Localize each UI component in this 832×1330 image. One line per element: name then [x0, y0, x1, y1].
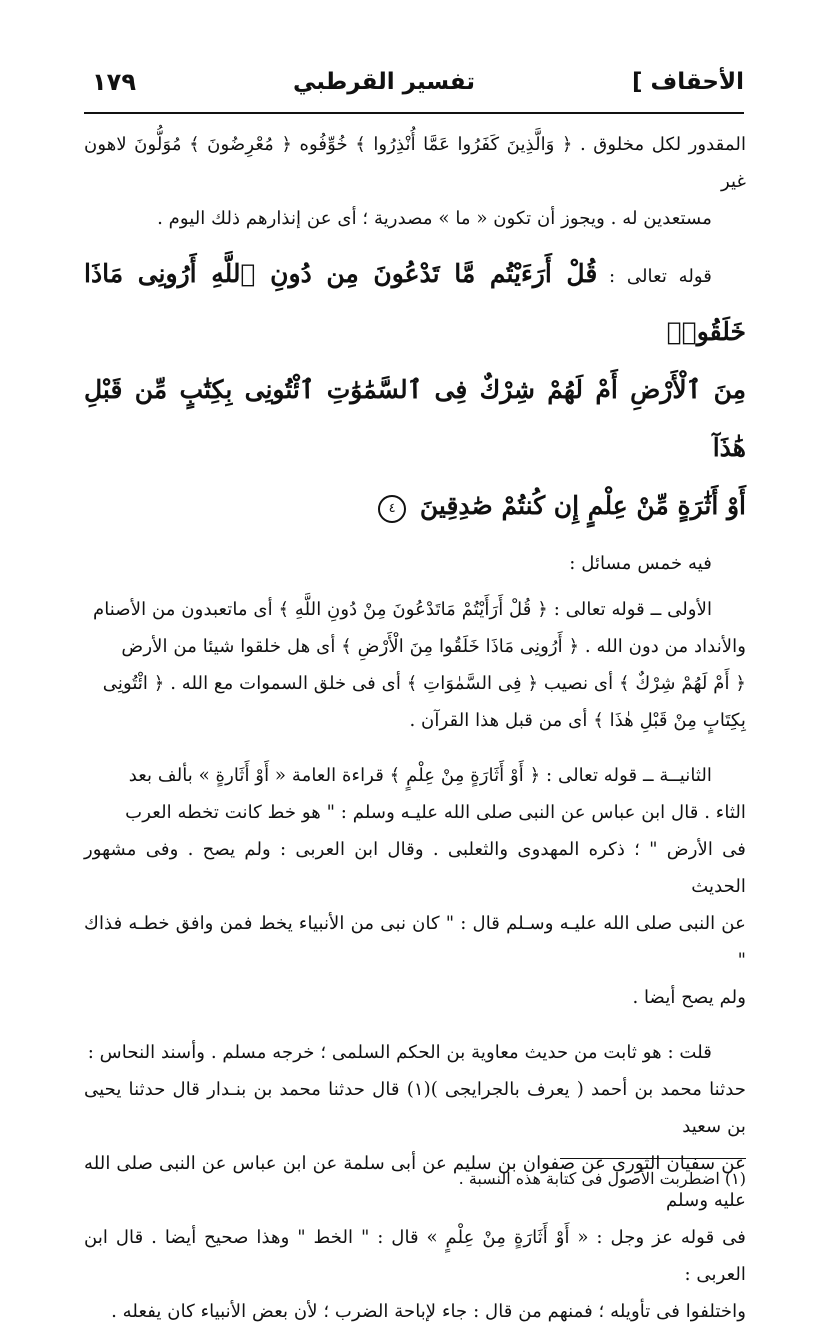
text-line: عن النبى صلى الله عليـه وسـلم قال : " كان نبى من الأنبياء يخط فمن وافق خطـه فذاك " [84, 913, 746, 971]
footnote: (١) اضطربت الأصول فى كتابة هذه النسبة . [458, 1169, 746, 1188]
text-line: المقدور لكل مخلوق . ﴿ وَالَّذِينَ كَفَرُوا عَمَّا أُنْذِرُوا ﴾ خُوِّفُوه ﴿ مُعْرِضُونَ ﴾ مُوَلُّونَ لاهون غير [84, 134, 746, 192]
text-line: عن سفيان الثورى عن صفوان بن سليم عن أبى سلمة عن ابن عباس عن النبى صلى الله عليه وسلم [84, 1153, 746, 1211]
text-line: واختلفوا فى تأويله ؛ فمنهم من قال : جاء لإباحة الضرب ؛ لأن بعض الأنبياء كان يفعله . [111, 1301, 746, 1322]
text-line: مستعدين له . ويجوز أن تكون « ما » مصدرية ؛ أى عن إنذارهم ذلك اليوم . [157, 208, 712, 229]
first-issue [84, 591, 746, 739]
text-line: قلت : هو ثابت من حديث معاوية بن الحكم السلمى ؛ خرجه مسلم . وأسند النحاس : [87, 1042, 712, 1063]
text-line: الأولى ــ قوله تعالى : ﴿ قُلْ أَرَأَيْتُمْ مَاتَدْعُونَ مِنْ دُونِ اللَّهِ ﴾ أى ماتعبدون من الأصنام [93, 599, 712, 620]
verse-line-3: أَوْ أَثَٰرَةٍ مِّنْ عِلْمٍ إِن كُنتُمْ صَٰدِقِينَ [419, 491, 746, 520]
header-rule [84, 112, 744, 114]
surah-name: الأحقاف ] [631, 69, 744, 95]
text-line: ﴿ أَمْ لَهُمْ شِرْكٌ ﴾ أى نصيب ﴿ فِى السَّمٰوَاتِ ﴾ أى فى خلق السموات مع الله . ﴿ ائْتُونِى [102, 673, 746, 694]
text-line: فى الأرض " ؛ ذكره المهدوى والثعلبى . وقال ابن العربى : ولم يصح . وفى مشهور الحديث [84, 839, 746, 897]
masail-heading: فيه خمس مسائل : [569, 553, 712, 574]
verse-line-1: قُلْ أَرَءَيْتُم مَّا تَدْعُونَ مِن دُونِ ٱللَّهِ أَرُونِى مَاذَا خَلَقُوا۟ [84, 259, 746, 346]
page-number: ١٧٩ [92, 68, 136, 96]
verse-line-2: مِنَ ٱلْأَرْضِ أَمْ لَهُمْ شِرْكٌ فِى ٱلسَّمَٰوَٰتِ ٱئْتُونِى بِكِتَٰبٍ مِّن قَبْلِ هَٰذَآ [84, 375, 746, 462]
footnote-rule [560, 1158, 746, 1159]
text-line: حدثنا محمد بن أحمد ( يعرف بالجرايجى )(١) قال حدثنا محمد بن بنـدار قال حدثنا يحيى بن سعيد [84, 1079, 747, 1137]
text-line: فى قوله عز وجل : « أَوْ أَثَارَةٍ مِنْ عِلْمٍ » قال : " الخط " وهذا صحيح أيضا . قال ابن العربى : [84, 1227, 746, 1285]
text-line: بِكِتَابٍ مِنْ قَبْلِ هٰذَا ﴾ أى من قبل هذا القرآن . [409, 710, 746, 731]
text-line: ولم يصح أيضا . [632, 987, 746, 1008]
text-line: الثانيــة ــ قوله تعالى : ﴿ أَوْ أَثَارَةٍ مِنْ عِلْمٍ ﴾ قراءة العامة « أَوْ أَثَارةٍ » بألف بعد [128, 765, 712, 786]
quran-verse-block [84, 246, 746, 536]
verse-number-marker: ٤ [378, 495, 406, 523]
text-line: الثاء . قال ابن عباس عن النبى صلى الله عليـه وسلم : " هو خط كانت تخطه العرب [125, 802, 746, 823]
book-title: تفسير القرطبي [292, 69, 475, 95]
second-issue [84, 757, 746, 1016]
page-header [92, 58, 744, 106]
text-line: والأنداد من دون الله . ﴿ أَرُونِى مَاذَا خَلَقُوا مِنَ الْأَرْضِ ﴾ أى هل خلقوا شيئا من الأرض [121, 636, 746, 657]
verse-lead: قوله تعالى : [609, 266, 712, 287]
